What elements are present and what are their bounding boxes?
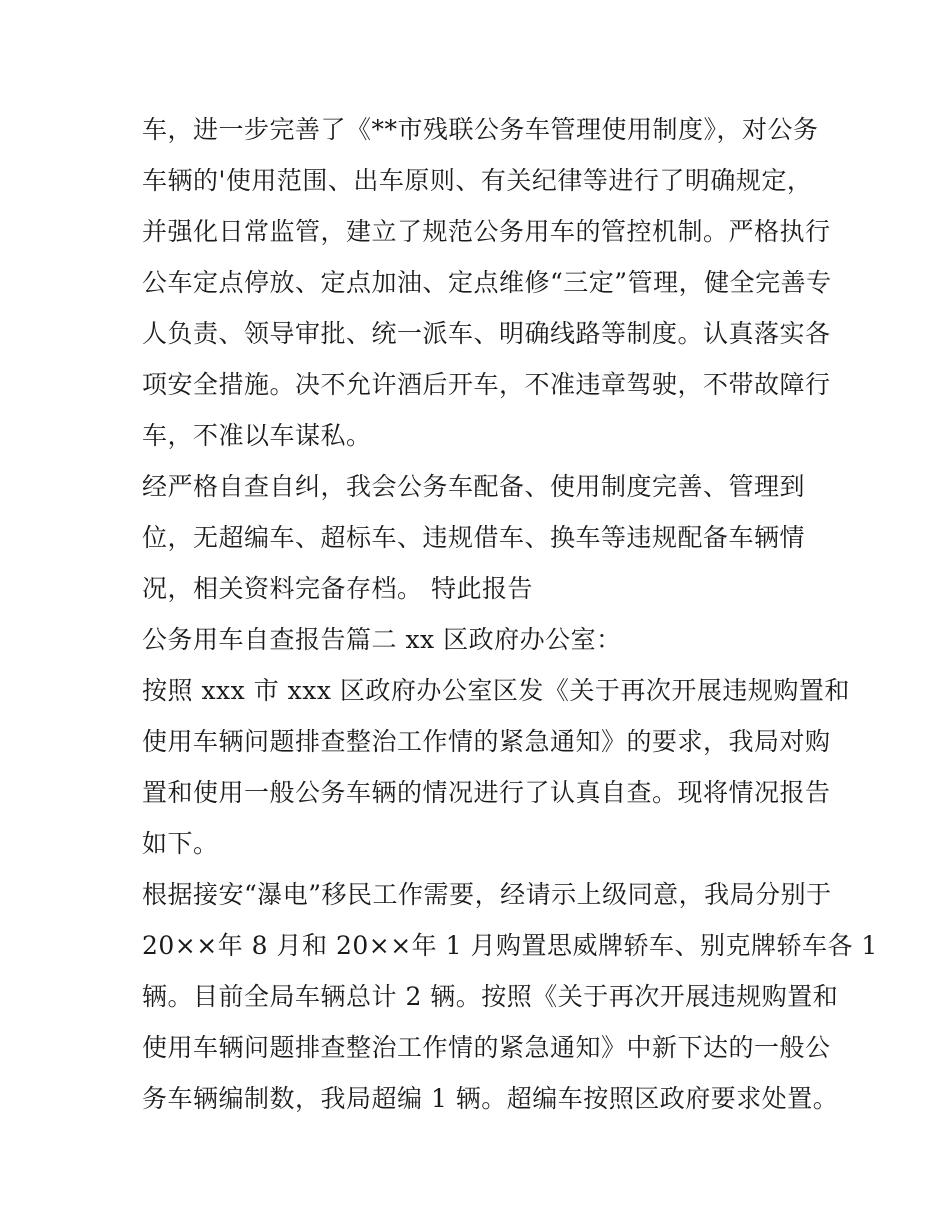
- text-line: 辆。目前全局车辆总计 2 辆。按照《关于再次开展违规购置和: [142, 982, 839, 1011]
- text-line: 况，相关资料完备存档。 特此报告: [142, 574, 533, 603]
- text-line: 置和使用一般公务车辆的情况进行了认真自查。现将情况报告: [142, 778, 831, 807]
- text-line: 根据接安“瀑电”移民工作需要，经请示上级同意，我局分别于: [142, 880, 832, 909]
- text-line: 务车辆编制数，我局超编 1 辆。超编车按照区政府要求处置。: [142, 1084, 839, 1113]
- text-line: 车，不准以车谋私。: [142, 421, 372, 450]
- text-line: 车，进一步完善了《**市残联公务车管理使用制度》，对公务: [142, 115, 819, 144]
- text-line: 如下。: [142, 829, 219, 858]
- text-line: 经严格自查自纠，我会公务车配备、使用制度完善、管理到: [142, 472, 806, 501]
- section-heading: 公务用车自查报告篇二 xx 区政府办公室：: [142, 625, 622, 654]
- text-line: 按照 xxx 市 xxx 区政府办公室区发《关于再次开展违规购置和: [142, 676, 850, 705]
- text-line: 车辆的'使用范围、出车原则、有关纪律等进行了明确规定，: [142, 166, 813, 195]
- text-line: 人负责、领导审批、统一派车、明确线路等制度。认真落实各: [142, 319, 831, 348]
- text-line: 并强化日常监管，建立了规范公务用车的管控机制。严格执行: [142, 217, 831, 246]
- text-line: 20××年 8 月和 20××年 1 月购置思威牌轿车、别克牌轿车各 1: [142, 931, 878, 960]
- text-line: 公车定点停放、定点加油、定点维修“三定”管理，健全完善专: [142, 268, 832, 297]
- document-body: [142, 104, 878, 1124]
- text-line: 使用车辆问题排查整治工作情的紧急通知》的要求，我局对购: [142, 727, 831, 756]
- text-line: 使用车辆问题排查整治工作情的紧急通知》中新下达的一般公: [142, 1033, 831, 1062]
- text-line: 项安全措施。决不允许酒后开车，不准违章驾驶，不带故障行: [142, 370, 831, 399]
- text-line: 位，无超编车、超标车、违规借车、换车等违规配备车辆情: [142, 523, 806, 552]
